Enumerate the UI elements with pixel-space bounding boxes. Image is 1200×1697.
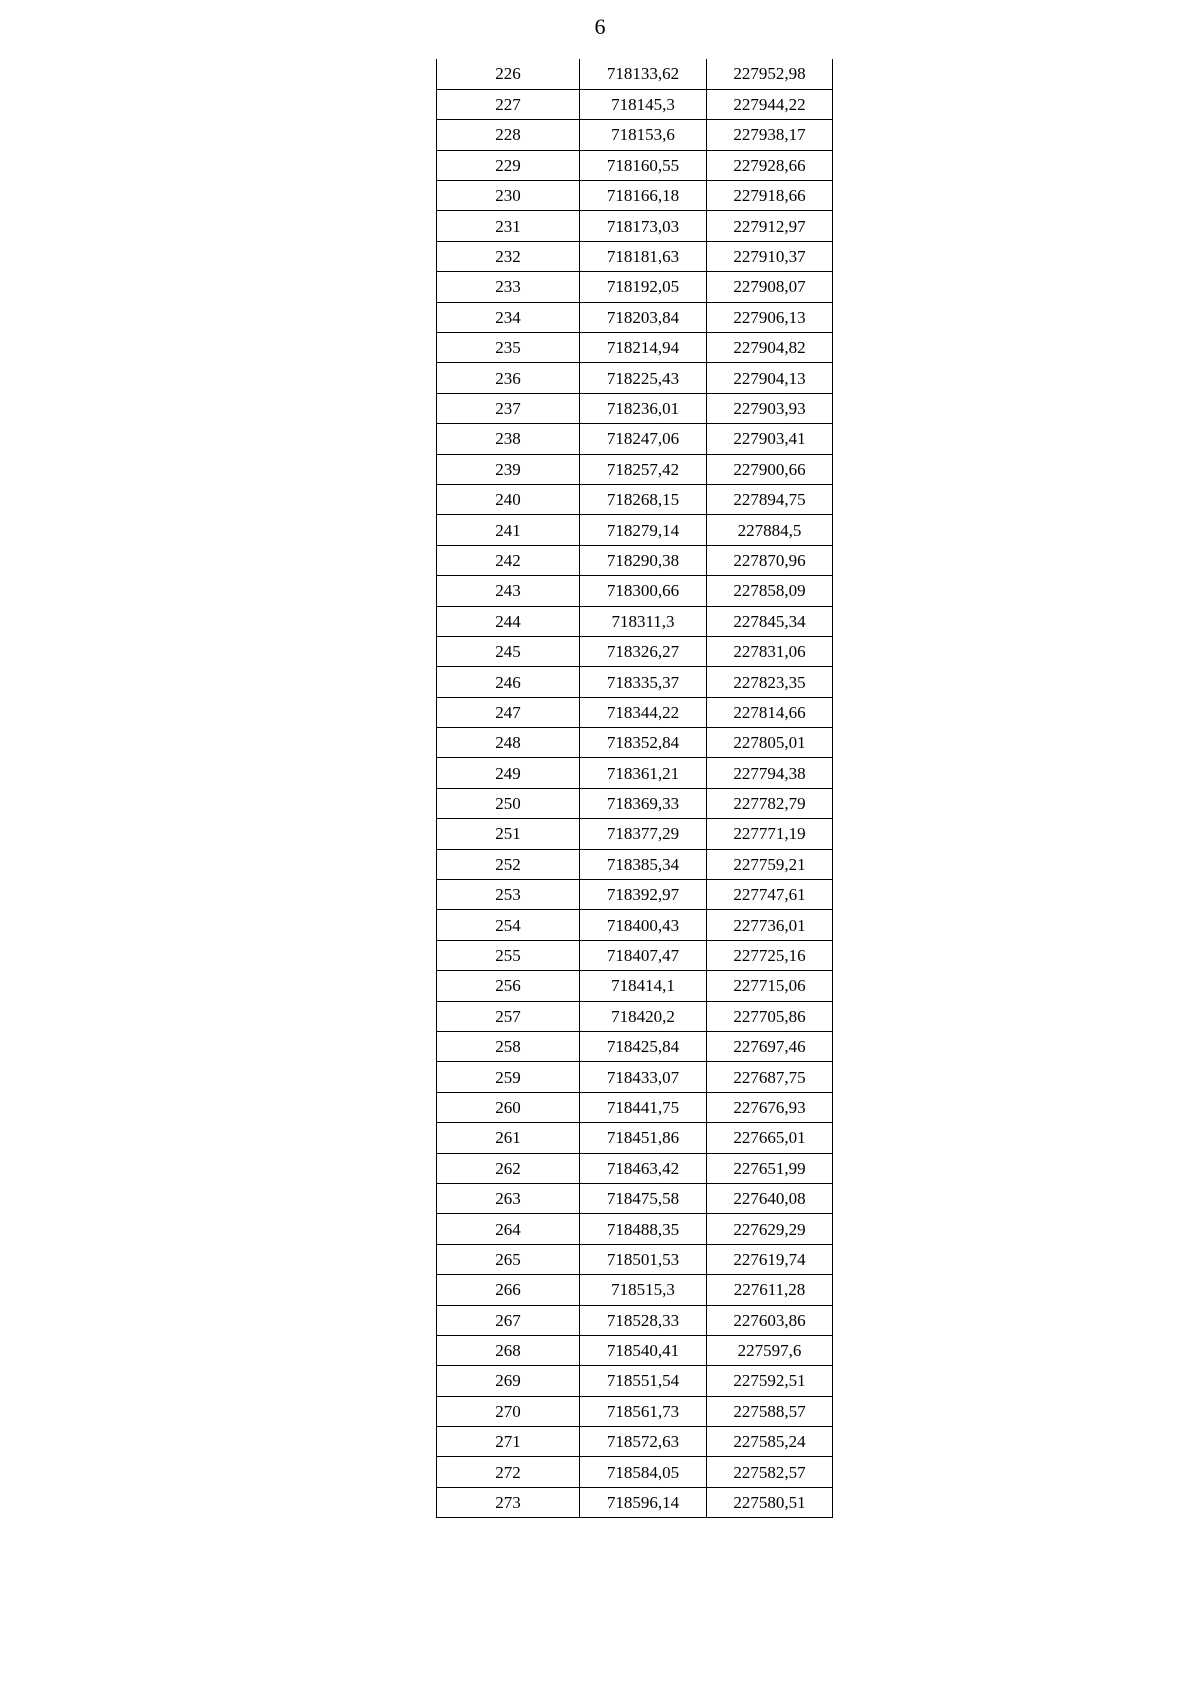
point-number-cell: 273 <box>437 1487 580 1517</box>
point-number-cell: 236 <box>437 363 580 393</box>
table-row <box>437 880 833 910</box>
y-coordinate-cell: 227580,51 <box>707 1487 833 1517</box>
y-coordinate-cell: 227725,16 <box>707 940 833 970</box>
x-coordinate-cell: 718352,84 <box>580 728 707 758</box>
y-coordinate-cell: 227736,01 <box>707 910 833 940</box>
point-number-cell: 252 <box>437 849 580 879</box>
x-coordinate-cell: 718392,97 <box>580 880 707 910</box>
point-number-cell: 243 <box>437 576 580 606</box>
table-row <box>437 697 833 727</box>
table-row <box>437 788 833 818</box>
x-coordinate-cell: 718145,3 <box>580 89 707 119</box>
y-coordinate-cell: 227904,82 <box>707 333 833 363</box>
point-number-cell: 263 <box>437 1183 580 1213</box>
point-number-cell: 268 <box>437 1335 580 1365</box>
x-coordinate-cell: 718584,05 <box>580 1457 707 1487</box>
x-coordinate-cell: 718133,62 <box>580 59 707 89</box>
x-coordinate-cell: 718247,06 <box>580 424 707 454</box>
point-number-cell: 267 <box>437 1305 580 1335</box>
x-coordinate-cell: 718166,18 <box>580 181 707 211</box>
y-coordinate-cell: 227782,79 <box>707 788 833 818</box>
y-coordinate-cell: 227858,09 <box>707 576 833 606</box>
point-number-cell: 266 <box>437 1275 580 1305</box>
point-number-cell: 231 <box>437 211 580 241</box>
table-row <box>437 1032 833 1062</box>
table-row <box>437 1487 833 1517</box>
point-number-cell: 249 <box>437 758 580 788</box>
point-number-cell: 257 <box>437 1001 580 1031</box>
point-number-cell: 244 <box>437 606 580 636</box>
table-row <box>437 819 833 849</box>
point-number-cell: 238 <box>437 424 580 454</box>
table-row <box>437 758 833 788</box>
point-number-cell: 251 <box>437 819 580 849</box>
x-coordinate-cell: 718257,42 <box>580 454 707 484</box>
y-coordinate-cell: 227831,06 <box>707 636 833 666</box>
y-coordinate-cell: 227715,06 <box>707 971 833 1001</box>
point-number-cell: 250 <box>437 788 580 818</box>
x-coordinate-cell: 718203,84 <box>580 302 707 332</box>
x-coordinate-cell: 718400,43 <box>580 910 707 940</box>
x-coordinate-cell: 718463,42 <box>580 1153 707 1183</box>
x-coordinate-cell: 718181,63 <box>580 241 707 271</box>
point-number-cell: 254 <box>437 910 580 940</box>
point-number-cell: 272 <box>437 1457 580 1487</box>
y-coordinate-cell: 227705,86 <box>707 1001 833 1031</box>
table-row <box>437 1092 833 1122</box>
y-coordinate-cell: 227759,21 <box>707 849 833 879</box>
point-number-cell: 255 <box>437 940 580 970</box>
point-number-cell: 239 <box>437 454 580 484</box>
x-coordinate-cell: 718300,66 <box>580 576 707 606</box>
x-coordinate-cell: 718414,1 <box>580 971 707 1001</box>
y-coordinate-cell: 227912,97 <box>707 211 833 241</box>
x-coordinate-cell: 718268,15 <box>580 484 707 514</box>
point-number-cell: 246 <box>437 667 580 697</box>
table-row <box>437 1275 833 1305</box>
y-coordinate-cell: 227845,34 <box>707 606 833 636</box>
coordinates-table <box>436 59 833 1518</box>
point-number-cell: 245 <box>437 636 580 666</box>
y-coordinate-cell: 227747,61 <box>707 880 833 910</box>
x-coordinate-cell: 718173,03 <box>580 211 707 241</box>
point-number-cell: 240 <box>437 484 580 514</box>
x-coordinate-cell: 718488,35 <box>580 1214 707 1244</box>
point-number-cell: 242 <box>437 545 580 575</box>
x-coordinate-cell: 718153,6 <box>580 120 707 150</box>
point-number-cell: 269 <box>437 1366 580 1396</box>
y-coordinate-cell: 227884,5 <box>707 515 833 545</box>
table-row <box>437 1214 833 1244</box>
y-coordinate-cell: 227697,46 <box>707 1032 833 1062</box>
x-coordinate-cell: 718236,01 <box>580 393 707 423</box>
x-coordinate-cell: 718160,55 <box>580 150 707 180</box>
table-row <box>437 1183 833 1213</box>
point-number-cell: 226 <box>437 59 580 89</box>
y-coordinate-cell: 227771,19 <box>707 819 833 849</box>
point-number-cell: 241 <box>437 515 580 545</box>
x-coordinate-cell: 718225,43 <box>580 363 707 393</box>
x-coordinate-cell: 718214,94 <box>580 333 707 363</box>
y-coordinate-cell: 227805,01 <box>707 728 833 758</box>
table-row <box>437 363 833 393</box>
point-number-cell: 271 <box>437 1427 580 1457</box>
x-coordinate-cell: 718407,47 <box>580 940 707 970</box>
table-row <box>437 606 833 636</box>
table-row <box>437 1244 833 1274</box>
point-number-cell: 232 <box>437 241 580 271</box>
table-row <box>437 940 833 970</box>
point-number-cell: 248 <box>437 728 580 758</box>
x-coordinate-cell: 718596,14 <box>580 1487 707 1517</box>
y-coordinate-cell: 227908,07 <box>707 272 833 302</box>
y-coordinate-cell: 227794,38 <box>707 758 833 788</box>
point-number-cell: 270 <box>437 1396 580 1426</box>
x-coordinate-cell: 718425,84 <box>580 1032 707 1062</box>
x-coordinate-cell: 718385,34 <box>580 849 707 879</box>
y-coordinate-cell: 227903,93 <box>707 393 833 423</box>
x-coordinate-cell: 718475,58 <box>580 1183 707 1213</box>
x-coordinate-cell: 718326,27 <box>580 636 707 666</box>
table-row <box>437 89 833 119</box>
x-coordinate-cell: 718528,33 <box>580 1305 707 1335</box>
table-row <box>437 150 833 180</box>
x-coordinate-cell: 718369,33 <box>580 788 707 818</box>
table-row <box>437 181 833 211</box>
point-number-cell: 265 <box>437 1244 580 1274</box>
y-coordinate-cell: 227619,74 <box>707 1244 833 1274</box>
table-row <box>437 59 833 89</box>
y-coordinate-cell: 227944,22 <box>707 89 833 119</box>
table-row <box>437 484 833 514</box>
y-coordinate-cell: 227588,57 <box>707 1396 833 1426</box>
table-row <box>437 1396 833 1426</box>
table-row <box>437 1001 833 1031</box>
table-row <box>437 1457 833 1487</box>
y-coordinate-cell: 227928,66 <box>707 150 833 180</box>
y-coordinate-cell: 227629,29 <box>707 1214 833 1244</box>
x-coordinate-cell: 718540,41 <box>580 1335 707 1365</box>
table-row <box>437 120 833 150</box>
table-row <box>437 910 833 940</box>
x-coordinate-cell: 718433,07 <box>580 1062 707 1092</box>
table-row <box>437 515 833 545</box>
y-coordinate-cell: 227938,17 <box>707 120 833 150</box>
point-number-cell: 259 <box>437 1062 580 1092</box>
y-coordinate-cell: 227894,75 <box>707 484 833 514</box>
y-coordinate-cell: 227870,96 <box>707 545 833 575</box>
y-coordinate-cell: 227676,93 <box>707 1092 833 1122</box>
x-coordinate-cell: 718311,3 <box>580 606 707 636</box>
point-number-cell: 256 <box>437 971 580 1001</box>
x-coordinate-cell: 718515,3 <box>580 1275 707 1305</box>
point-number-cell: 260 <box>437 1092 580 1122</box>
point-number-cell: 261 <box>437 1123 580 1153</box>
table-row <box>437 1305 833 1335</box>
y-coordinate-cell: 227611,28 <box>707 1275 833 1305</box>
y-coordinate-cell: 227585,24 <box>707 1427 833 1457</box>
x-coordinate-cell: 718361,21 <box>580 758 707 788</box>
y-coordinate-cell: 227651,99 <box>707 1153 833 1183</box>
table-row <box>437 576 833 606</box>
table-row <box>437 971 833 1001</box>
point-number-cell: 237 <box>437 393 580 423</box>
point-number-cell: 230 <box>437 181 580 211</box>
y-coordinate-cell: 227903,41 <box>707 424 833 454</box>
table-row <box>437 211 833 241</box>
y-coordinate-cell: 227904,13 <box>707 363 833 393</box>
y-coordinate-cell: 227597,6 <box>707 1335 833 1365</box>
y-coordinate-cell: 227823,35 <box>707 667 833 697</box>
y-coordinate-cell: 227592,51 <box>707 1366 833 1396</box>
table-row <box>437 393 833 423</box>
point-number-cell: 262 <box>437 1153 580 1183</box>
y-coordinate-cell: 227582,57 <box>707 1457 833 1487</box>
y-coordinate-cell: 227910,37 <box>707 241 833 271</box>
point-number-cell: 229 <box>437 150 580 180</box>
table-row <box>437 454 833 484</box>
table-row <box>437 545 833 575</box>
x-coordinate-cell: 718290,38 <box>580 545 707 575</box>
x-coordinate-cell: 718279,14 <box>580 515 707 545</box>
table-row <box>437 302 833 332</box>
x-coordinate-cell: 718551,54 <box>580 1366 707 1396</box>
y-coordinate-cell: 227918,66 <box>707 181 833 211</box>
coordinates-table-body <box>437 59 833 1518</box>
table-row <box>437 333 833 363</box>
x-coordinate-cell: 718451,86 <box>580 1123 707 1153</box>
table-row <box>437 1062 833 1092</box>
table-row <box>437 1123 833 1153</box>
table-row <box>437 1153 833 1183</box>
point-number-cell: 258 <box>437 1032 580 1062</box>
y-coordinate-cell: 227814,66 <box>707 697 833 727</box>
x-coordinate-cell: 718344,22 <box>580 697 707 727</box>
x-coordinate-cell: 718572,63 <box>580 1427 707 1457</box>
table-row <box>437 1335 833 1365</box>
point-number-cell: 234 <box>437 302 580 332</box>
point-number-cell: 235 <box>437 333 580 363</box>
table-row <box>437 636 833 666</box>
table-row <box>437 424 833 454</box>
point-number-cell: 227 <box>437 89 580 119</box>
y-coordinate-cell: 227640,08 <box>707 1183 833 1213</box>
point-number-cell: 253 <box>437 880 580 910</box>
y-coordinate-cell: 227900,66 <box>707 454 833 484</box>
x-coordinate-cell: 718192,05 <box>580 272 707 302</box>
table-row <box>437 1427 833 1457</box>
table-row <box>437 667 833 697</box>
x-coordinate-cell: 718501,53 <box>580 1244 707 1274</box>
table-row <box>437 728 833 758</box>
point-number-cell: 233 <box>437 272 580 302</box>
table-row <box>437 241 833 271</box>
x-coordinate-cell: 718561,73 <box>580 1396 707 1426</box>
point-number-cell: 264 <box>437 1214 580 1244</box>
page-number: 6 <box>594 14 606 39</box>
x-coordinate-cell: 718335,37 <box>580 667 707 697</box>
table-row <box>437 272 833 302</box>
y-coordinate-cell: 227665,01 <box>707 1123 833 1153</box>
table-row <box>437 1366 833 1396</box>
y-coordinate-cell: 227952,98 <box>707 59 833 89</box>
x-coordinate-cell: 718420,2 <box>580 1001 707 1031</box>
table-row <box>437 849 833 879</box>
point-number-cell: 247 <box>437 697 580 727</box>
y-coordinate-cell: 227906,13 <box>707 302 833 332</box>
point-number-cell: 228 <box>437 120 580 150</box>
y-coordinate-cell: 227687,75 <box>707 1062 833 1092</box>
x-coordinate-cell: 718441,75 <box>580 1092 707 1122</box>
y-coordinate-cell: 227603,86 <box>707 1305 833 1335</box>
x-coordinate-cell: 718377,29 <box>580 819 707 849</box>
